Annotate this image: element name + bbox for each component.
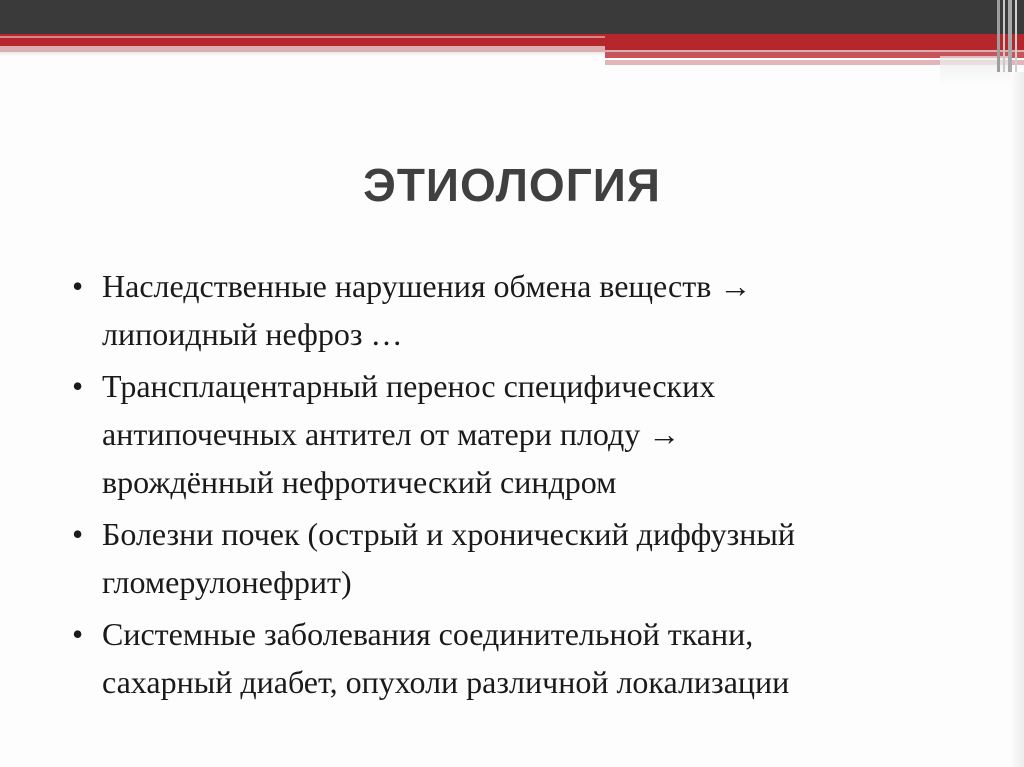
bullet-text-line: врождённый нефротический синдром (102, 464, 617, 500)
accent-stripe-red (605, 34, 1024, 50)
bullet-text-line: Болезни почек (острый и хронический диффузный (102, 516, 795, 552)
bullet-list (72, 262, 992, 710)
bullet-item (72, 610, 992, 706)
bullet-marker: • (72, 268, 84, 304)
bullet-marker: • (72, 616, 84, 652)
bullet-item (72, 510, 992, 606)
slide-title: ЭТИОЛОГИЯ (363, 159, 661, 211)
bullet-item (72, 362, 992, 506)
bullet-text-line: гломерулонефрит) (102, 564, 352, 600)
bullet-text-line: антипочечных антител от матери плоду → (102, 416, 681, 452)
vertical-stripe (1008, 0, 1012, 72)
vertical-stripe (1015, 0, 1017, 72)
bullet-item (72, 262, 992, 358)
bullet-text-line: Системные заболевания соединительной ткани, (102, 616, 754, 652)
accent-line (0, 36, 605, 38)
vertical-stripe (997, 0, 1000, 72)
bullet-text-line: липоидный нефроз … (102, 316, 403, 352)
bullet-text-line: Трансплацентарный перенос специфических (102, 368, 716, 404)
bullet-marker: • (72, 368, 84, 404)
bullet-text-line: сахарный диабет, опухоли различной локализации (102, 664, 790, 700)
vertical-stripe (1003, 0, 1005, 72)
bullet-text-line: Наследственные нарушения обмена веществ → (102, 268, 752, 304)
bullet-marker: • (72, 516, 84, 552)
top-dark-band (0, 0, 1024, 34)
